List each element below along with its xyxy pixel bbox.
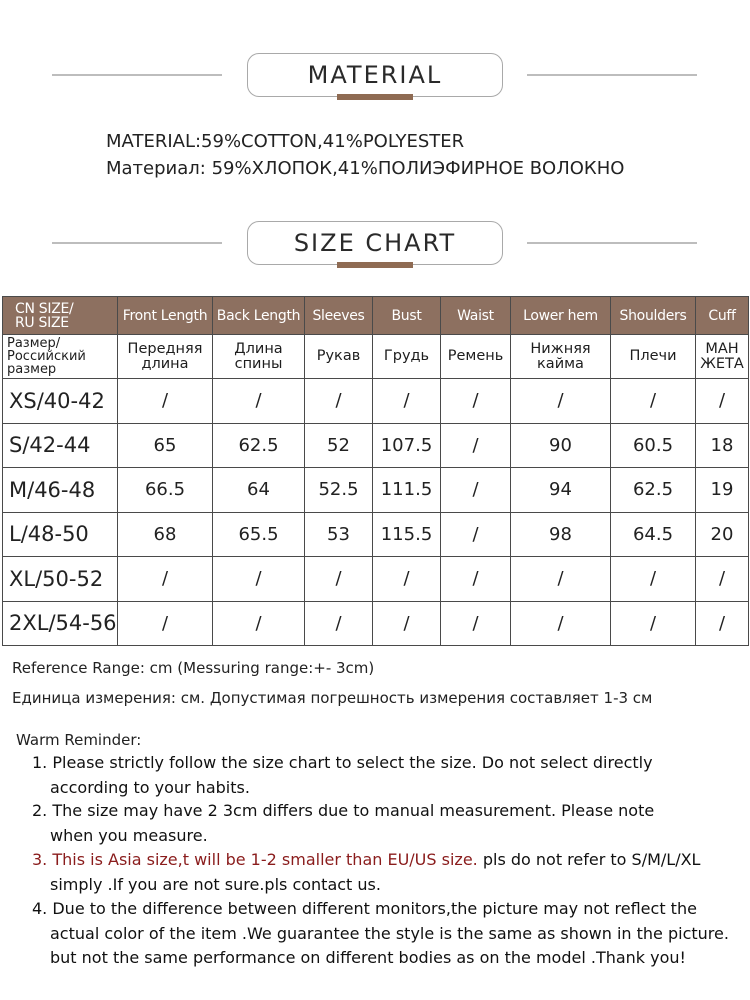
ru-header-bust: Грудь (373, 335, 441, 379)
ru-header-front-line2: длина (141, 355, 189, 372)
cell-shoulders: / (611, 379, 696, 424)
cell-bust: / (373, 557, 441, 602)
cell-bust: / (373, 379, 441, 424)
warm-reminder-title: Warm Reminder: (16, 731, 142, 749)
ru-header-sleeves: Рукав (305, 335, 373, 379)
cell-lower: 94 (511, 468, 611, 513)
reminder-item-3-warning: 3. This is Asia size,t will be 1-2 smaller than EU/US size. (32, 850, 478, 869)
reminder-item-3 (32, 848, 744, 897)
cell-size: S/42-44 (3, 423, 118, 468)
reminder-item-1-line1: 1. Please strictly follow the size chart to select the size. Do not select directly (32, 753, 653, 772)
cell-cuff: / (696, 557, 749, 602)
cell-bust: 115.5 (373, 512, 441, 557)
cell-shoulders: / (611, 601, 696, 646)
reminder-item-4-line1: 4. Due to the difference between different monitors,the picture may not reflect the (32, 899, 697, 918)
cell-shoulders: 62.5 (611, 468, 696, 513)
cell-waist: / (441, 423, 511, 468)
reminder-item-3-line2: simply .If you are not sure.pls contact us. (50, 874, 381, 894)
col-header-front: Front Length (118, 297, 213, 335)
ru-header-shoulders: Плечи (611, 335, 696, 379)
cell-front: 66.5 (118, 468, 213, 513)
col-header-size-line2: RU SIZE (15, 314, 69, 331)
ru-header-cuff-line1: МАН (705, 340, 739, 357)
cell-lower: / (511, 379, 611, 424)
cell-sleeves: 52 (305, 423, 373, 468)
cell-bust: 111.5 (373, 468, 441, 513)
col-header-sleeves: Sleeves (305, 297, 373, 335)
cell-waist: / (441, 557, 511, 602)
cell-size: M/46-48 (3, 468, 118, 513)
header-divider-left (52, 74, 222, 76)
size-chart-header (0, 221, 750, 265)
cell-waist: / (441, 512, 511, 557)
col-header-size (3, 297, 118, 335)
cell-lower: / (511, 557, 611, 602)
ru-header-back-line2: спины (234, 355, 283, 372)
cell-size: XS/40-42 (3, 379, 118, 424)
material-header (0, 53, 750, 97)
size-chart-header-label: SIZE CHART (247, 221, 503, 265)
material-en: MATERIAL:59%COTTON,41%POLYESTER (106, 131, 465, 152)
cell-front: / (118, 601, 213, 646)
cell-back: 65.5 (213, 512, 305, 557)
reminder-item-3-rest: pls do not refer to S/M/L/XL (477, 850, 701, 869)
material-header-label: MATERIAL (247, 53, 503, 97)
col-header-waist: Waist (441, 297, 511, 335)
cell-back: / (213, 601, 305, 646)
ru-header-cuff (696, 335, 749, 379)
reminder-item-1 (32, 751, 744, 800)
table-row (3, 379, 749, 424)
table-row (3, 423, 749, 468)
cell-waist: / (441, 601, 511, 646)
ru-header-lower (511, 335, 611, 379)
cell-front: 65 (118, 423, 213, 468)
reminder-item-3-line1 (32, 848, 744, 873)
reminder-item-4 (32, 897, 744, 971)
reminder-item-1-line2: according to your habits. (50, 777, 250, 797)
cell-back: 64 (213, 468, 305, 513)
cell-back: / (213, 557, 305, 602)
ru-header-size (3, 335, 118, 379)
ru-header-back-line1: Длина (234, 340, 283, 357)
table-row (3, 512, 749, 557)
reminder-item-2-line2: when you measure. (50, 825, 208, 845)
table-row (3, 601, 749, 646)
cell-cuff: 18 (696, 423, 749, 468)
ru-header-front-line1: Передняя (127, 340, 203, 357)
size-chart-table (2, 296, 749, 646)
ru-header-waist: Ремень (441, 335, 511, 379)
cell-shoulders: / (611, 557, 696, 602)
reminder-item-4-line3: but not the same performance on different bodies as on the model .Thank you! (50, 948, 686, 967)
ru-header-lower-line2: кайма (537, 355, 584, 372)
reminder-item-4-line2: actual color of the item .We guarantee the style is the same as shown in the picture. (50, 923, 729, 943)
cell-front: / (118, 379, 213, 424)
col-header-shoulders: Shoulders (611, 297, 696, 335)
cell-cuff: / (696, 379, 749, 424)
cell-sleeves: 53 (305, 512, 373, 557)
cell-front: / (118, 557, 213, 602)
col-header-lower: Lower hem (511, 297, 611, 335)
reminder-item-2-line1: 2. The size may have 2 3cm differs due to manual measurement. Please note (32, 801, 655, 820)
header-divider-right (527, 74, 697, 76)
cell-size: XL/50-52 (3, 557, 118, 602)
reference-range-en: Reference Range: cm (Messuring range:+- 3cm) (12, 659, 375, 677)
table-header-row (3, 297, 749, 335)
cell-cuff: / (696, 601, 749, 646)
cell-lower: 98 (511, 512, 611, 557)
header-divider-left (52, 242, 222, 244)
col-header-bust: Bust (373, 297, 441, 335)
ru-header-back (213, 335, 305, 379)
cell-lower: 90 (511, 423, 611, 468)
reference-range-ru: Единица измерения: см. Допустимая погрешность измерения составляет 1-3 см (12, 689, 653, 707)
cell-cuff: 20 (696, 512, 749, 557)
ru-header-size-line1: Размер/ (7, 336, 61, 351)
cell-waist: / (441, 468, 511, 513)
cell-back: / (213, 379, 305, 424)
reminder-item-2 (32, 799, 744, 848)
ru-header-cuff-line2: ЖЕТА (700, 355, 744, 372)
cell-cuff: 19 (696, 468, 749, 513)
cell-front: 68 (118, 512, 213, 557)
material-ru: Материал: 59%ХЛОПОК,41%ПОЛИЭФИРНОЕ ВОЛОКНО (106, 158, 625, 179)
cell-lower: / (511, 601, 611, 646)
cell-size: L/48-50 (3, 512, 118, 557)
ru-header-lower-line1: Нижняя (530, 340, 591, 357)
ru-header-size-line2: Российский (7, 349, 86, 364)
cell-back: 62.5 (213, 423, 305, 468)
cell-waist: / (441, 379, 511, 424)
table-row (3, 468, 749, 513)
header-divider-right (527, 242, 697, 244)
col-header-size-line1: CN SIZE/ (15, 300, 74, 317)
cell-sleeves: / (305, 557, 373, 602)
cell-bust: / (373, 601, 441, 646)
cell-sleeves: / (305, 601, 373, 646)
cell-bust: 107.5 (373, 423, 441, 468)
cell-shoulders: 60.5 (611, 423, 696, 468)
table-row (3, 557, 749, 602)
ru-header-front (118, 335, 213, 379)
cell-sleeves: 52.5 (305, 468, 373, 513)
header-accent-bar (337, 262, 413, 268)
table-header-row-ru (3, 335, 749, 379)
cell-size: 2XL/54-56 (3, 601, 118, 646)
header-accent-bar (337, 94, 413, 100)
cell-shoulders: 64.5 (611, 512, 696, 557)
ru-header-size-line3: размер (7, 362, 57, 377)
col-header-back: Back Length (213, 297, 305, 335)
cell-sleeves: / (305, 379, 373, 424)
col-header-cuff: Cuff (696, 297, 749, 335)
